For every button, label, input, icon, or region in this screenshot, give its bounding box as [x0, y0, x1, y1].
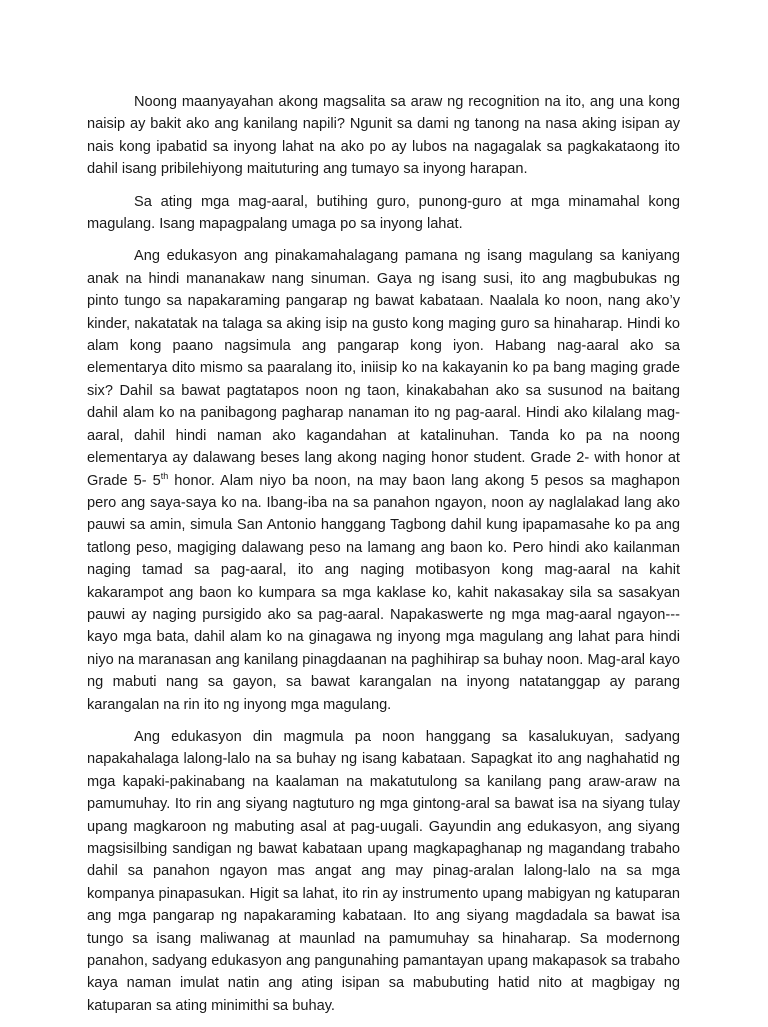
- ordinal-superscript: th: [160, 470, 169, 481]
- paragraph-education-legacy: [87, 245, 680, 716]
- paragraph-greeting: Sa ating mga mag-aaral, butihing guro, punong-guro at mga minamahal kong magulang. Isang mapagpalang umaga po sa inyong lahat.: [87, 193, 680, 233]
- paragraph-text-part: honor. Alam niyo ba noon, na may baon lang akong 5 pesos sa maghapon pero ang saya-saya ko na. Ibang-iba na sa panahon ngayon, noon ay naglalakad lang ako pauwi sa amin, simula San Antonio hanggang Tagbong dahil kung ipapamasahe ko pa ang tatlong peso, magiging dalawang peso na lamang ang baon ko. Pero hindi ako kailanman naging tamad sa pag-aaral, ito ang naging motibasyon kong mag-aaral na kahit kakarampot ang baon ko kumpara sa mga kaklase ko, kahit nakasakay sila sa sasakyan pauwi ay naging pursigido ako sa pag-aaral. Napakaswerte ng mga mag-aaral ngayon---kayo mga bata, dahil alam ko na ginagawa ng inyong mga magulang ang lahat para hindi niyo na maranasan ang kanilang pinagdaanan na paghihirap sa buhay noon. Mag-aral kayo ng mabuti nang sa gayon, sa bawat karangalan na inyong natatanggap ay parang karangalan na rin ito ng inyong mga magulang.: [87, 472, 681, 713]
- speech-body: [87, 91, 680, 1027]
- paragraph-education-importance: Ang edukasyon din magmula pa noon hanggang sa kasalukuyan, sadyang napakahalaga lalong-lalo na sa buhay ng isang kabataan. Sapagkat ito ang naghahatid ng mga kapaki-pakinabang na kaalaman na makatutulong sa kanilang pang araw-araw na pamumuhay. Ito rin ang siyang nagtuturo ng mga gintong-aral sa bawat isa na siyang tulay upang magkaroon ng mabuting asal at pag-uugali. Gayundin ang edukasyon, ang siyang magsisilbing sandigan ng bawat kabataan upang magkapaghanap ng magandang trabaho dahil sa panahon ngayon mas angat ang may pinag-aralan lalong-lalo na sa mga kompanya pinapasukan. Higit sa lahat, ito rin ay instrumento upang mabigyan ng katuparan ang mga pangarap ng napakaraming kabataan. Ito ang siyang magdadala sa bawat isa tungo sa isang maliwanag at maunlad na pamumuhay sa hinaharap. Sa modernong panahon, sadyang edukasyon ang pangunahing pamantayan upang makapasok sa trabaho kaya naman imulat natin ang ating isipan sa mabubuting hatid nito at magbigay ng katuparan sa ating minimithi sa buhay.: [87, 728, 680, 1014]
- paragraph-text-part: Ang edukasyon ang pinakamahalagang pamana ng isang magulang sa kaniyang anak na hindi mananakaw nang sinuman. Gaya ng isang susi, ito ang magbubukas ng pinto tungo sa napakaraming pangarap ng bawat kabataan. Naalala ko noon, nang ako’y kinder, nakatatak na talaga sa aking isip na gusto kong maging guro sa hinaharap. Hindi ko alam kong paano nagsimula ang pangarap kong iyon. Habang nag-aaral ako sa elementarya dito mismo sa paaralang ito, iniisip ko na kakayanin ko pa bang maging grade six? Dahil sa bawat pagtatapos noon ng taon, kinakabahan ako sa susunod na baitang dahil alam ko na panibagong pagharap nanaman ito ng pag-aaral. Hindi ako kilalang mag-aaral, dahil hindi naman ako kagandahan at katalinuhan. Tanda ko pa na noong elementarya ay dalawang beses lang akong naging honor student. Grade 2- with honor at Grade 5- 5: [87, 248, 680, 489]
- paragraph-intro: Noong maanyayahan akong magsalita sa araw ng recognition na ito, ang una kong naisip ay bakit ako ang kanilang napili? Ngunit sa dami ng tanong na nasa aking isipan ay nais kong ipabatid sa inyong lahat na ako po ay lubos na nagagalak sa pagkakataong ito dahil isang pribilehiyong maituturing ang tumayo sa inyong harapan.: [87, 94, 680, 178]
